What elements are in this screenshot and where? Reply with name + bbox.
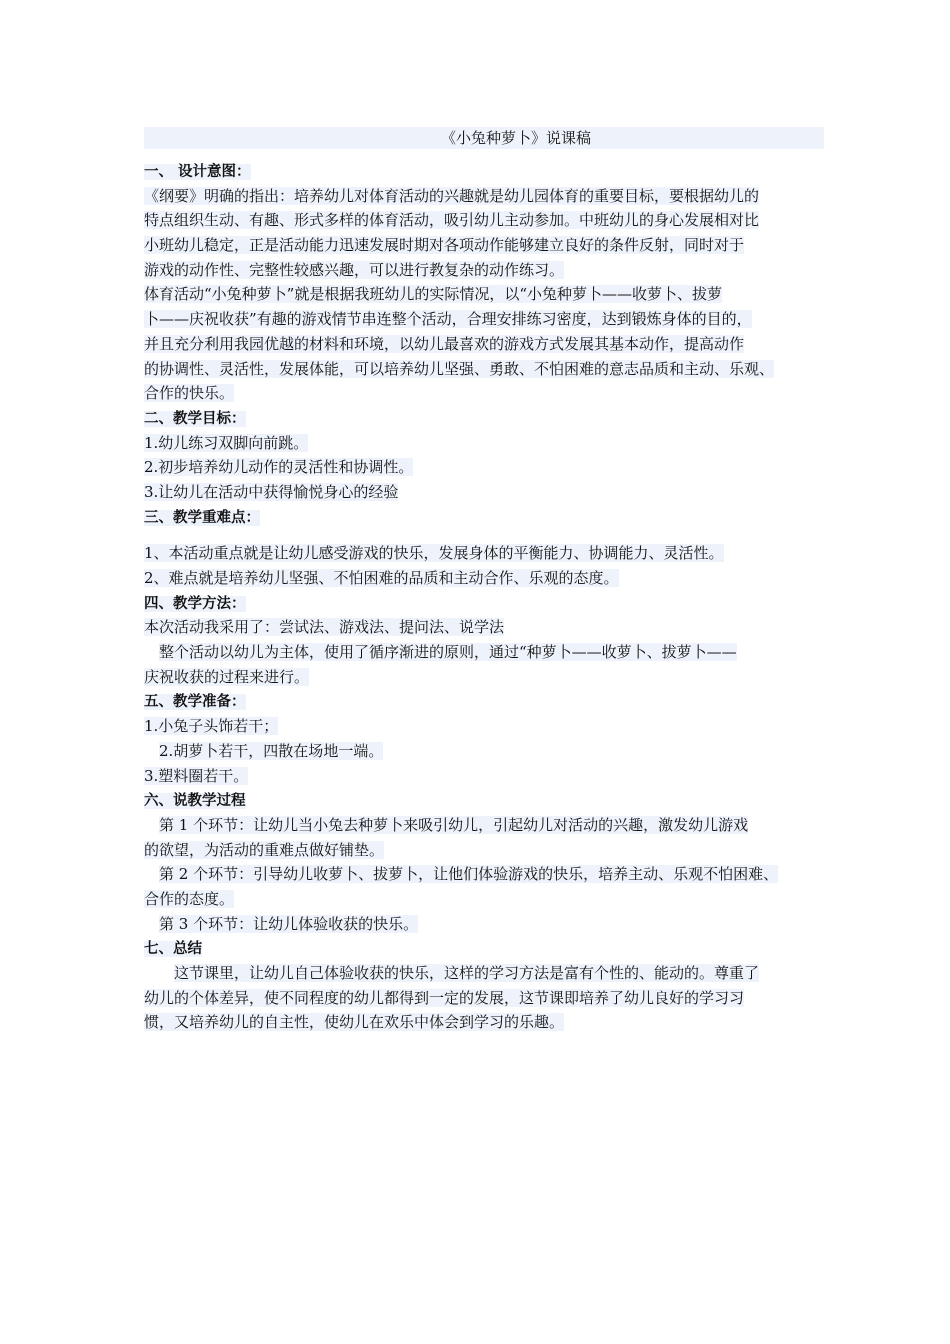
paragraph-line: 第 2 个环节：引导幼儿收萝卜、拔萝卜，让他们体验游戏的快乐，培养主动、乐观不怕困难、 xyxy=(159,865,779,884)
paragraph-line: 幼儿的个体差异，使不同程度的幼儿都得到一定的发展，这节课即培养了幼儿良好的学习习 xyxy=(144,988,745,1007)
section-heading-key-points: 三、教学重难点： xyxy=(144,509,260,526)
list-item: 2.胡萝卜若干，四散在场地一端。 xyxy=(159,741,384,760)
list-item: 1.小兔子头饰若干； xyxy=(144,717,279,736)
list-item: 3.让幼儿在活动中获得愉悦身心的经验 xyxy=(144,482,399,501)
paragraph-line: 游戏的动作性、完整性较感兴趣，可以进行教复杂的动作练习。 xyxy=(144,260,565,279)
paragraph-line: 《纲要》明确的指出：培养幼儿对体育活动的兴趣就是幼儿园体育的重要目标，要根据幼儿的 xyxy=(144,186,760,205)
list-item: 1.幼儿练习双脚向前跳。 xyxy=(144,433,309,452)
paragraph-line: 合作的态度。 xyxy=(144,889,235,908)
paragraph-line: 特点组织生动、有趣、形式多样的体育活动，吸引幼儿主动参加。中班幼儿的身心发展相对比 xyxy=(144,211,760,230)
section-heading-design-intent: 一、 设计意图： xyxy=(144,164,251,180)
paragraph-line: 这节课里，让幼儿自己体验收获的快乐，这样的学习方法是富有个性的、能动的。尊重了 xyxy=(174,964,760,982)
paragraph-line: 小班幼儿稳定，正是活动能力迅速发展时期对各项动作能够建立良好的条件反射，同时对于 xyxy=(144,236,745,255)
section-heading-methods: 四、教学方法： xyxy=(144,595,246,612)
list-item: 1、本活动重点就是让幼儿感受游戏的快乐，发展身体的平衡能力、协调能力、灵活性。 xyxy=(144,544,724,563)
document-body xyxy=(144,127,824,1035)
section-heading-process: 六、说教学过程 xyxy=(144,793,246,810)
paragraph-line: 卜——庆祝收获”有趣的游戏情节串连整个活动，合理安排练习密度，达到锻炼身体的目的， xyxy=(144,310,752,329)
paragraph-line: 惯，又培养幼儿的自主性，使幼儿在欢乐中体会到学习的乐趣。 xyxy=(144,1013,565,1032)
list-item: 2.初步培养幼儿动作的灵活性和协调性。 xyxy=(144,458,414,477)
paragraph-line: 第 1 个环节：让幼儿当小兔去种萝卜来吸引幼儿，引起幼儿对活动的兴趣，激发幼儿游戏 xyxy=(159,815,749,834)
section-heading-summary: 七、总结 xyxy=(144,941,202,958)
paragraph-line: 合作的快乐。 xyxy=(144,384,235,403)
paragraph-line: 的协调性、灵活性，发展体能，可以培养幼儿坚强、勇敢、不怕困难的意志品质和主动、乐观、 xyxy=(144,359,775,378)
paragraph-line: 并且充分利用我园优越的材料和环境，以幼儿最喜欢的游戏方式发展其基本动作，提高动作 xyxy=(144,334,745,353)
section-heading-preparation: 五、教学准备： xyxy=(144,694,246,711)
paragraph-line: 庆祝收获的过程来进行。 xyxy=(144,667,310,686)
paragraph-line: 本次活动我采用了：尝试法、游戏法、提问法、说学法 xyxy=(144,618,505,637)
list-item: 3.塑料圈若干。 xyxy=(144,766,249,785)
section-heading-teaching-goals: 二、教学目标： xyxy=(144,410,246,427)
list-item: 2、难点就是培养幼儿坚强、不怕困难的品质和主动合作、乐观的态度。 xyxy=(144,569,619,587)
paragraph-line: 的欲望，为活动的重难点做好铺垫。 xyxy=(144,840,385,859)
paragraph-line: 整个活动以幼儿为主体，使用了循序渐进的原则，通过“种萝卜——收萝卜、拔萝卜—— xyxy=(159,643,737,662)
paragraph-line: 体育活动“小兔种萝卜”就是根据我班幼儿的实际情况，以“小兔种萝卜——收萝卜、拔萝 xyxy=(144,285,723,304)
document-title: 《小兔种萝卜》说课稿 xyxy=(144,127,824,149)
paragraph-line: 第 3 个环节：让幼儿体验收获的快乐。 xyxy=(159,914,419,933)
